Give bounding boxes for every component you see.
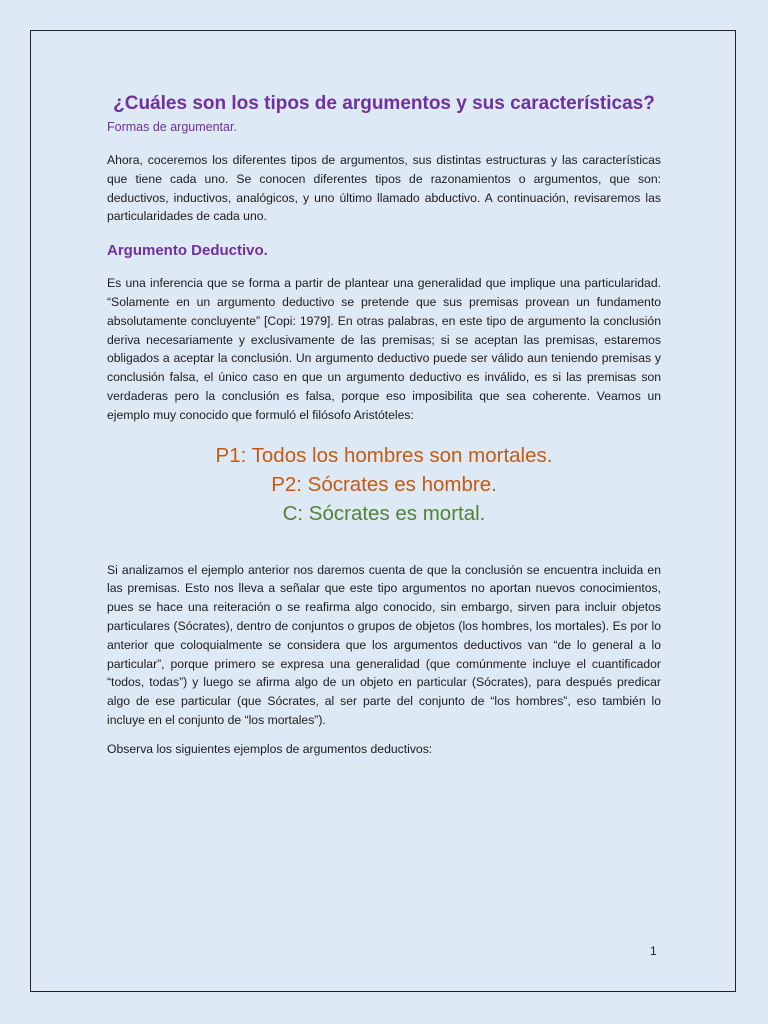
page-number: 1 xyxy=(650,944,657,958)
document-body xyxy=(107,92,661,759)
document-title: ¿Cuáles son los tipos de argumentos y sus características? xyxy=(113,93,655,114)
section-heading: Argumento Deductivo. xyxy=(107,242,268,260)
syllogism-example xyxy=(107,441,661,528)
premise-1: P1: Todos los hombres son mortales. xyxy=(215,443,553,467)
document-subtitle: Formas de argumentar. xyxy=(107,120,237,134)
deductive-paragraph: Es una inferencia que se forma a partir de plantear una generalidad que implique una particularidad. “Solamente en un argumento deductivo se pretende que sus premisas provean un fundamento absolutamente concluyente” [Copi: 1979]. En otras palabras, en este tipo de argumento la conclusión deriva necesariamente y exclusivamente de las premisas; si se aceptan las premisas, estaremos obligados a aceptar la conclusión. Un argumento deductivo puede ser válido aun teniendo premisas y conclusión falsa, el único caso en que un argumento deductivo es inválido, es si las premisas son verdaderas pero la conclusión es falsa, porque eso imposibilita que sea coherente. Veamos un ejemplo muy conocido que formuló el filósofo Aristóteles: xyxy=(107,276,661,422)
conclusion: C: Sócrates es mortal. xyxy=(282,501,486,525)
analysis-paragraph: Si analizamos el ejemplo anterior nos daremos cuenta de que la conclusión se encuentra incluida en las premisas. Esto nos lleva a señalar que este tipo argumentos no aportan nuevos conocimientos, pues se hace una reiteración o se reafirma algo conocido, sin embargo, sirven para incluir objetos particulares (Sócrates), dentro de conjuntos o grupos de objetos (los hombres, los mortales). Es por lo anterior que coloquialmente se considera que los argumentos deductivos van “de lo general a lo particular”, porque primero se expresa una generalidad (que comúnmente incluye el cuantificador “todos, todas”) y luego se afirma algo de un objeto en particular (Sócrates), para después predicar algo de ese particular (que Sócrates, al ser parte del conjunto de “los hombres”, eso también lo incluye en el conjunto de “los mortales”). xyxy=(107,562,661,727)
intro-paragraph: Ahora, coceremos los diferentes tipos de argumentos, sus distintas estructuras y las características que tiene cada uno. Se conocen diferentes tipos de razonamientos o argumentos, que son: deductivos, inductivos, analógicos, y uno último llamado abductivo. A continuación, revisaremos las particularidades de cada uno. xyxy=(107,153,661,224)
premise-2: P2: Sócrates es hombre. xyxy=(271,472,497,496)
closing-paragraph: Observa los siguientes ejemplos de argumentos deductivos: xyxy=(107,741,433,756)
